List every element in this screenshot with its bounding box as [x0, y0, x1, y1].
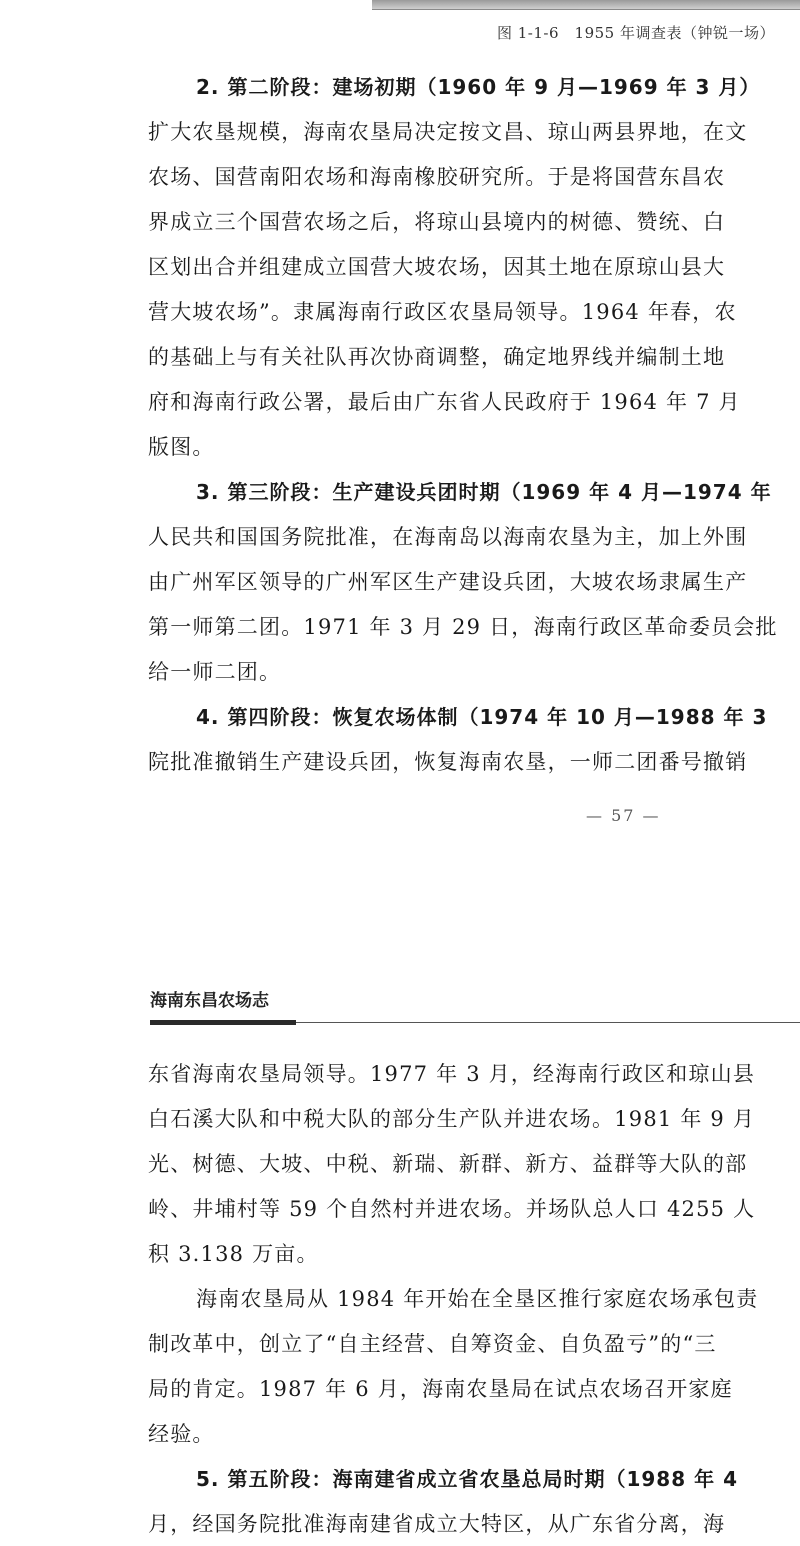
body-line: 院批准撤销生产建设兵团，恢复海南农垦，一师二团番号撤销: [148, 750, 748, 774]
body-line: 府和海南行政公署，最后由广东省人民政府于 1964 年 7 月: [148, 390, 741, 414]
body-line: 人民共和国国务院批准，在海南岛以海南农垦为主，加上外围: [148, 525, 748, 549]
page-number: — 57 —: [586, 806, 661, 825]
body-line: 月，经国务院批准海南建省成立大特区，从广东省分离，海: [148, 1512, 726, 1536]
body-line: 营大坡农场”。隶属海南行政区农垦局领导。1964 年春，农: [148, 300, 737, 324]
figure-photo-bottom-edge: [372, 0, 800, 10]
body-line: 岭、井埔村等 59 个自然村并进农场。并场队总人口 4255 人: [148, 1197, 756, 1221]
body-line: 经验。: [148, 1422, 215, 1446]
body-line: 白石溪大队和中税大队的部分生产队并进农场。1981 年 9 月: [148, 1107, 756, 1131]
body-line: 给一师二团。: [148, 660, 282, 684]
header-rule-accent: [150, 1020, 296, 1025]
body-line: 积 3.138 万亩。: [148, 1242, 319, 1266]
body-line: 第一师第二团。1971 年 3 月 29 日，海南行政区革命委员会批: [148, 615, 778, 639]
running-header-book-title: 海南东昌农场志: [150, 991, 269, 1011]
body-line: 农场、国营南阳农场和海南橡胶研究所。于是将国营东昌农: [148, 165, 726, 189]
body-line: 扩大农垦规模，海南农垦局决定按文昌、琼山两县界地，在文: [148, 120, 748, 144]
section-heading-stage-4: 4. 第四阶段：恢复农场体制（1974 年 10 月—1988 年 3: [196, 705, 768, 729]
body-line: 局的肯定。1987 年 6 月，海南农垦局在试点农场召开家庭: [148, 1377, 733, 1401]
body-line: 由广州军区领导的广州军区生产建设兵团，大坡农场隶属生产: [148, 570, 748, 594]
paragraph-first-line: 海南农垦局从 1984 年开始在全垦区推行家庭农场承包责: [196, 1287, 759, 1311]
body-line: 东省海南农垦局领导。1977 年 3 月，经海南行政区和琼山县: [148, 1062, 756, 1086]
section-heading-stage-5: 5. 第五阶段：海南建省成立省农垦总局时期（1988 年 4: [196, 1467, 738, 1491]
body-line: 光、树德、大坡、中税、新瑞、新群、新方、益群等大队的部: [148, 1152, 748, 1176]
body-line: 版图。: [148, 435, 215, 459]
body-line: 区划出合并组建成立国营大坡农场，因其土地在原琼山县大: [148, 255, 726, 279]
figure-caption: 图 1-1-6 1955 年调查表（钟锐一场）: [497, 24, 775, 42]
section-heading-stage-3: 3. 第三阶段：生产建设兵团时期（1969 年 4 月—1974 年: [196, 480, 772, 504]
body-line: 界成立三个国营农场之后，将琼山县境内的树德、赞统、白: [148, 210, 726, 234]
body-line: 的基础上与有关社队再次协商调整，确定地界线并编制土地: [148, 345, 726, 369]
section-heading-stage-2: 2. 第二阶段：建场初期（1960 年 9 月—1969 年 3 月）: [196, 75, 761, 99]
body-line: 制改革中，创立了“自主经营、自筹资金、自负盈亏”的“三: [148, 1332, 717, 1356]
